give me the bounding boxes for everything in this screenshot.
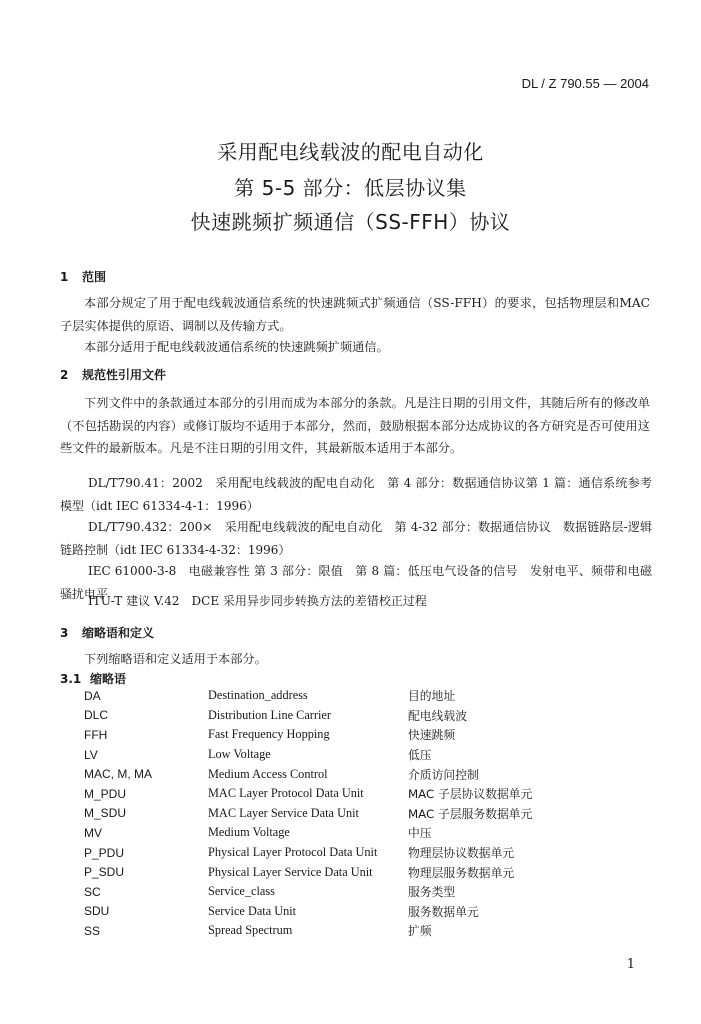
section-1-paragraph-1: 本部分规定了用于配电线载波通信系统的快速跳频式扩频通信（SS-FFH）的要求，包括物理层和MAC 子层实体提供的原语、调制以及传输方式。 bbox=[60, 296, 650, 333]
section-1-number: 1 bbox=[60, 270, 69, 284]
abbreviation-row bbox=[84, 921, 588, 941]
abbreviation-english: Spread Spectrum bbox=[208, 923, 293, 938]
abbreviation-chinese: 低压 bbox=[408, 748, 432, 763]
section-2-heading bbox=[60, 366, 166, 383]
reference-item: IEC 61000-3-8 电磁兼容性 第 3 部分：限值 第 8 篇：低压电气设备的信号 发射电平、频带和电磁骚扰电平 bbox=[60, 564, 652, 601]
abbreviation-row bbox=[84, 843, 588, 863]
abbreviation-row bbox=[84, 882, 588, 902]
abbreviation-english: Distribution Line Carrier bbox=[208, 707, 331, 722]
abbreviation-chinese: 快速跳频 bbox=[408, 728, 456, 743]
section-1-heading bbox=[60, 268, 106, 285]
abbreviation-english: Medium Voltage bbox=[208, 825, 290, 840]
abbreviation-row bbox=[84, 725, 588, 745]
abbreviation-term: SDU bbox=[84, 904, 110, 919]
reference-item: DL/T790.432：200× 采用配电线载波的配电自动化 第 4-32 部分：数据通信协议 数据链路层-逻辑链路控制（idt IEC 61334-4-32：1996） bbox=[60, 520, 652, 557]
section-3-paragraph-1: 下列缩略语和定义适用于本部分。 bbox=[84, 652, 267, 666]
abbreviation-row bbox=[84, 745, 588, 765]
abbreviation-row bbox=[84, 784, 588, 804]
abbreviation-english: Fast Frequency Hopping bbox=[208, 727, 330, 742]
abbreviation-chinese: 扩频 bbox=[408, 924, 432, 939]
abbreviation-english: Medium Access Control bbox=[208, 766, 328, 781]
subsection-3-1-heading bbox=[60, 670, 126, 687]
standard-code: DL / Z 790.55 — 2004 bbox=[521, 76, 649, 91]
abbreviation-chinese: 目的地址 bbox=[408, 689, 456, 704]
abbreviation-chinese: 服务类型 bbox=[408, 885, 456, 900]
abbreviation-row bbox=[84, 706, 588, 726]
abbreviation-term: MV bbox=[84, 825, 102, 840]
section-2-title: 规范性引用文件 bbox=[82, 368, 167, 382]
abbreviation-chinese: 物理层协议数据单元 bbox=[408, 846, 515, 861]
section-3-number: 3 bbox=[60, 626, 69, 640]
abbreviation-chinese: MAC 子层协议数据单元 bbox=[408, 787, 533, 802]
abbreviation-term: DA bbox=[84, 688, 101, 703]
abbreviation-chinese: 物理层服务数据单元 bbox=[408, 865, 515, 880]
abbreviation-row bbox=[84, 686, 588, 706]
section-1-title: 范围 bbox=[82, 270, 107, 284]
abbreviation-row bbox=[84, 902, 588, 922]
abbreviation-table bbox=[84, 686, 588, 941]
section-2-paragraph-1: 下列文件中的条款通过本部分的引用而成为本部分的条款。凡是注日期的引用文件，其随后所有的修改单（不包括勘误的内容）或修订版均不适用于本部分，然而，鼓励根据本部分达成协议的各方研究是否可使用这些文件的最新版本。凡是不注日期的引用文件，其最新版本适用于本部分。 bbox=[60, 396, 650, 455]
abbreviation-term: M_PDU bbox=[84, 786, 127, 801]
section-2-number: 2 bbox=[60, 368, 69, 382]
title-line-1: 采用配电线载波的配电自动化 bbox=[217, 140, 484, 164]
abbreviation-chinese: 服务数据单元 bbox=[408, 904, 479, 919]
abbreviation-term: P_SDU bbox=[84, 865, 125, 880]
subsection-3-1-title: 缩略语 bbox=[90, 672, 127, 686]
abbreviation-english: Physical Layer Protocol Data Unit bbox=[208, 845, 378, 860]
title-line-3: 快速跳频扩频通信（SS-FFH）协议 bbox=[190, 210, 511, 234]
abbreviation-english: Physical Layer Service Data Unit bbox=[208, 864, 373, 879]
reference-item: ITU-T 建议 V.42 DCE 采用异步同步转换方法的差错校正过程 bbox=[88, 594, 427, 608]
abbreviation-english: Destination_address bbox=[208, 688, 308, 703]
abbreviation-term: DLC bbox=[84, 708, 109, 723]
section-3-heading bbox=[60, 624, 154, 641]
abbreviation-term: M_SDU bbox=[84, 806, 127, 821]
page-number: 1 bbox=[626, 957, 635, 972]
abbreviation-term: MAC, M, MA bbox=[84, 767, 152, 782]
abbreviation-row bbox=[84, 862, 588, 882]
abbreviation-row bbox=[84, 823, 588, 843]
abbreviation-row bbox=[84, 764, 588, 784]
subsection-3-1-number: 3.1 bbox=[60, 672, 82, 686]
abbreviation-chinese: 配电线载波 bbox=[408, 708, 467, 723]
abbreviation-term: FFH bbox=[84, 727, 108, 742]
abbreviation-english: Service Data Unit bbox=[208, 903, 297, 918]
abbreviation-term: LV bbox=[84, 747, 98, 762]
abbreviation-chinese: MAC 子层服务数据单元 bbox=[408, 806, 533, 821]
abbreviation-chinese: 中压 bbox=[408, 826, 432, 841]
abbreviation-english: MAC Layer Service Data Unit bbox=[208, 805, 359, 820]
abbreviation-chinese: 介质访问控制 bbox=[408, 767, 479, 782]
abbreviation-term: SS bbox=[84, 923, 101, 938]
title-line-2: 第 5-5 部分：低层协议集 bbox=[234, 176, 467, 200]
abbreviation-term: P_PDU bbox=[84, 845, 125, 860]
abbreviation-term: SC bbox=[84, 884, 101, 899]
abbreviation-english: Service_class bbox=[208, 884, 275, 899]
abbreviation-english: MAC Layer Protocol Data Unit bbox=[208, 786, 364, 801]
reference-item: DL/T790.41：2002 采用配电线载波的配电自动化 第 4 部分：数据通信协议第 1 篇：通信系统参考模型（idt IEC 61334-4-1：1996） bbox=[60, 476, 652, 513]
abbreviation-row bbox=[84, 804, 588, 824]
section-1-paragraph-2: 本部分适用于配电线载波通信系统的快速跳频扩频通信。 bbox=[84, 340, 389, 354]
abbreviation-english: Low Voltage bbox=[208, 747, 271, 762]
section-3-title: 缩略语和定义 bbox=[82, 626, 155, 640]
